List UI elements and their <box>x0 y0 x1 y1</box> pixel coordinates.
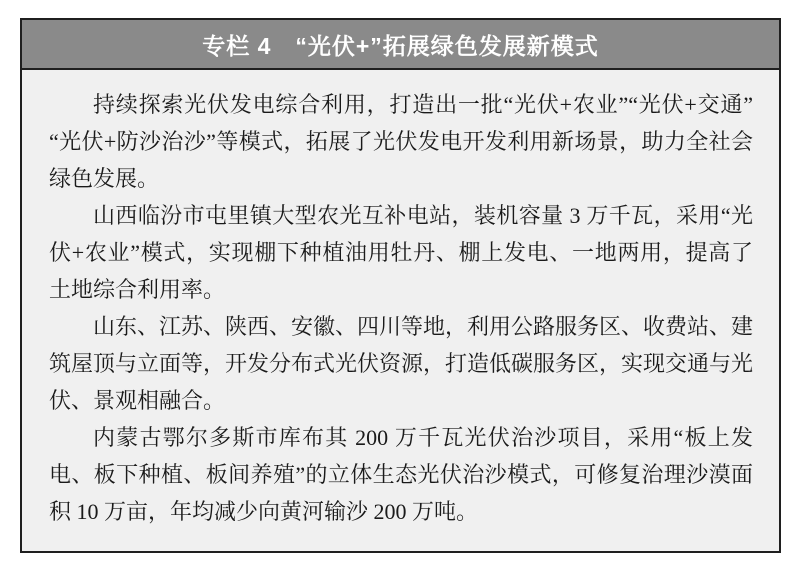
paragraph: 内蒙古鄂尔多斯市库布其 200 万千瓦光伏治沙项目，采用“板上发电、板下种植、板间养殖”的立体生态光伏治沙模式，可修复治理沙漠面积 10 万亩，年均减少向黄河输沙 200 万吨。 <box>49 425 753 524</box>
paragraph: 持续探索光伏发电综合利用，打造出一批“光伏+农业”“光伏+交通”“光伏+防沙治沙”等模式，拓展了光伏发电开发利用新场景，助力全社会绿色发展。 <box>49 92 753 191</box>
column-box-title: 专栏 4 “光伏+”拓展绿色发展新模式 <box>202 32 599 59</box>
column-box-body <box>22 70 779 550</box>
paragraph: 山东、江苏、陕西、安徽、四川等地，利用公路服务区、收费站、建筑屋顶与立面等，开发分布式光伏资源，打造低碳服务区，实现交通与光伏、景观相融合。 <box>49 314 754 413</box>
column-box <box>20 18 781 553</box>
paragraph: 山西临汾市屯里镇大型农光互补电站，装机容量 3 万千瓦，采用“光伏+农业”模式，实现棚下种植油用牡丹、棚上发电、一地两用，提高了土地综合利用率。 <box>49 203 753 302</box>
column-box-header <box>22 20 779 70</box>
